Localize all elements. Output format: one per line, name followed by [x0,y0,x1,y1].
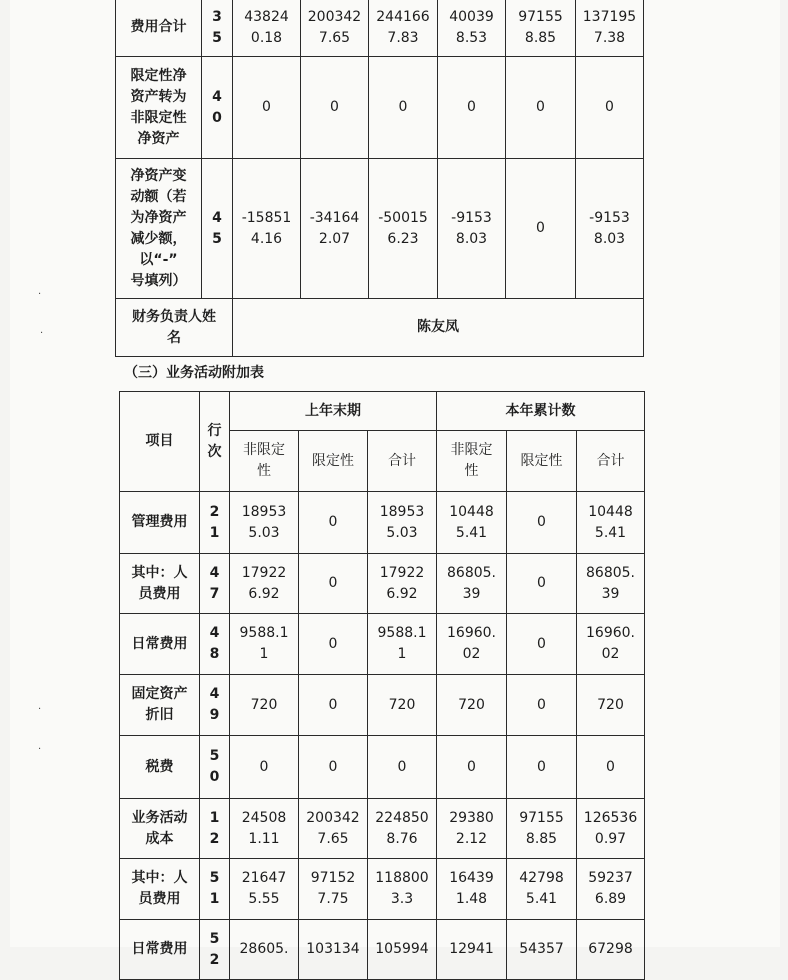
table-row [120,799,645,859]
value-cell: 67298 [577,920,645,980]
header-row-number: 行 次 [200,392,230,492]
row-label: 日常费用 [120,920,200,980]
row-label: 日常费用 [120,614,200,675]
subheader-cell: 限定性 [507,431,577,492]
row-number: 4 8 [200,614,230,675]
value-cell: 9588.1 1 [230,614,299,675]
value-cell: 21647 5.55 [230,859,299,920]
row-number: 1 2 [200,799,230,859]
value-cell: 17922 6.92 [368,554,437,614]
value-cell: 12941 [437,920,507,980]
value-cell: 16960. 02 [577,614,645,675]
table-row [120,614,645,675]
table-row [120,920,645,980]
value-cell: 103134 [299,920,368,980]
value-cell: 0 [507,554,577,614]
value-cell: 0 [368,736,437,799]
header-prev-period: 上年末期 [230,392,437,431]
statement-table-top [115,0,644,357]
value-cell: 0 [230,736,299,799]
value-cell: 720 [437,675,507,736]
value-cell: 200342 7.65 [299,799,368,859]
row-label: 限定性净 资产转为 非限定性 净资产 [116,57,202,159]
row-number: 4 9 [200,675,230,736]
value-cell: 244166 7.83 [369,0,438,57]
subheader-cell: 合计 [368,431,437,492]
value-cell: 16960. 02 [437,614,507,675]
value-cell: 720 [577,675,645,736]
value-cell: 0 [507,614,577,675]
row-number: 5 0 [200,736,230,799]
row-label: 费用合计 [116,0,202,57]
section-title: （三）业务活动附加表 [124,365,264,381]
header-row-groups [120,392,645,431]
value-cell: 59237 6.89 [577,859,645,920]
row-number: 4 7 [200,554,230,614]
row-number: 4 0 [202,57,233,159]
subheader-cell: 限定性 [299,431,368,492]
table-row-net-asset-change [116,159,644,299]
table-row [120,554,645,614]
row-label: 固定资产 折旧 [120,675,200,736]
value-cell: 0 [233,57,301,159]
row-number: 2 1 [200,492,230,554]
scan-mark: · [38,704,44,715]
value-cell: -34164 2.07 [301,159,369,299]
header-item: 项目 [120,392,200,492]
table-row-restricted-transfer [116,57,644,159]
subheader-cell: 非限定 性 [230,431,299,492]
value-cell: 224850 8.76 [368,799,437,859]
finance-head-name: 陈友凤 [233,299,644,357]
value-cell: 24508 1.11 [230,799,299,859]
value-cell: 0 [507,675,577,736]
value-cell: 0 [299,492,368,554]
value-cell: 42798 5.41 [507,859,577,920]
value-cell: -9153 8.03 [576,159,644,299]
subheader-cell: 非限定 性 [437,431,507,492]
value-cell: 118800 3.3 [368,859,437,920]
value-cell: -15851 4.16 [233,159,301,299]
value-cell: -50015 6.23 [369,159,438,299]
value-cell: 0 [437,736,507,799]
value-cell: 200342 7.65 [301,0,369,57]
value-cell: 86805. 39 [577,554,645,614]
value-cell: 0 [299,736,368,799]
table-row [120,736,645,799]
value-cell: 0 [301,57,369,159]
row-label: 税费 [120,736,200,799]
row-number: 4 5 [202,159,233,299]
value-cell: 17922 6.92 [230,554,299,614]
subheader-cell: 合计 [577,431,645,492]
value-cell: -9153 8.03 [438,159,506,299]
table-row-total-expenses [116,0,644,57]
header-current-year: 本年累计数 [437,392,645,431]
value-cell: 0 [506,159,576,299]
table-row-finance-head [116,299,644,357]
value-cell: 43824 0.18 [233,0,301,57]
value-cell: 0 [507,492,577,554]
value-cell: 0 [438,57,506,159]
value-cell: 0 [506,57,576,159]
value-cell: 97152 7.75 [299,859,368,920]
value-cell: 0 [576,57,644,159]
value-cell: 28605. [230,920,299,980]
row-number: 3 5 [202,0,233,57]
table-row [120,492,645,554]
value-cell: 126536 0.97 [577,799,645,859]
value-cell: 720 [230,675,299,736]
row-label: 其中：人 员费用 [120,554,200,614]
value-cell: 0 [299,675,368,736]
row-number: 5 2 [200,920,230,980]
value-cell: 0 [299,554,368,614]
value-cell: 10448 5.41 [437,492,507,554]
value-cell: 18953 5.03 [230,492,299,554]
value-cell: 54357 [507,920,577,980]
value-cell: 105994 [368,920,437,980]
row-number: 5 1 [200,859,230,920]
row-label: 管理费用 [120,492,200,554]
business-activity-table [119,391,645,980]
scan-mark: · [38,744,44,755]
table-row [120,675,645,736]
finance-head-label: 财务负责人姓 名 [116,299,233,357]
value-cell: 0 [507,736,577,799]
value-cell: 137195 7.38 [576,0,644,57]
scan-mark: · [38,289,44,300]
value-cell: 18953 5.03 [368,492,437,554]
value-cell: 0 [299,614,368,675]
row-label: 其中：人 员费用 [120,859,200,920]
row-label: 净资产变 动额（若 为净资产 减少额， 以“-” 号填列） [116,159,202,299]
value-cell: 720 [368,675,437,736]
value-cell: 0 [577,736,645,799]
value-cell: 86805. 39 [437,554,507,614]
row-label: 业务活动 成本 [120,799,200,859]
value-cell: 0 [369,57,438,159]
value-cell: 97155 8.85 [506,0,576,57]
table-row [120,859,645,920]
value-cell: 97155 8.85 [507,799,577,859]
value-cell: 16439 1.48 [437,859,507,920]
value-cell: 9588.1 1 [368,614,437,675]
value-cell: 40039 8.53 [438,0,506,57]
value-cell: 10448 5.41 [577,492,645,554]
scan-mark: · [40,328,46,339]
value-cell: 29380 2.12 [437,799,507,859]
